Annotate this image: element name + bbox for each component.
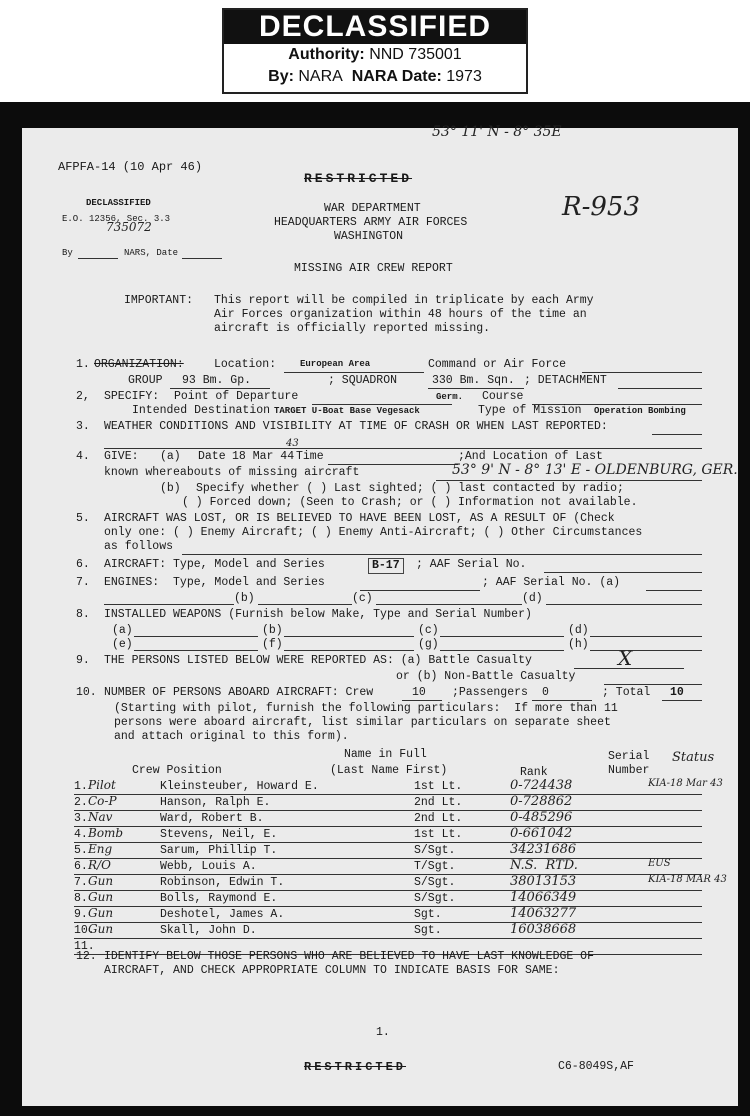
report-title: MISSING AIR CREW REPORT <box>294 262 453 275</box>
s4-date-correction: 43 <box>286 438 299 449</box>
s6-serial: ; AAF Serial No. <box>416 558 527 571</box>
s8-f: (f) <box>262 638 283 651</box>
crew-pos: Gun <box>88 922 114 936</box>
s1-squadron: 330 Bm. Sqn. <box>432 374 515 387</box>
crew-serial: 0-661042 <box>510 826 573 841</box>
crew-rank: Sgt. <box>414 908 442 921</box>
s8-h: (h) <box>568 638 589 651</box>
s8-c: (c) <box>418 624 439 637</box>
crew-name: Ward, Robert B. <box>160 812 264 825</box>
crew-num: 5. <box>74 844 88 857</box>
s1-org: ORGANIZATION: <box>94 358 184 371</box>
s4-location-handwritten: 53° 9' N - 8° 13' E - OLDENBURG, GER. <box>452 462 738 478</box>
s8-g: (g) <box>418 638 439 651</box>
footer-code: C6-8049S,AF <box>558 1060 634 1073</box>
dept-name: WAR DEPARTMENT <box>324 202 421 215</box>
important-line-2: Air Forces organization within 48 hours of the time an <box>214 308 587 321</box>
crew-pos: Co-P <box>88 794 117 808</box>
s4-give: GIVE: <box>104 450 139 463</box>
s6-value: B-17 <box>368 558 404 574</box>
stamp-title: DECLASSIFIED <box>224 10 526 44</box>
crew-serial: 0-485296 <box>510 810 573 825</box>
restricted-header: RESTRICTED <box>304 171 413 186</box>
s2-target: TARGET U-Boat Base Vegesack <box>274 406 420 416</box>
s1-number: 1. <box>76 358 90 371</box>
crew-status: KIA-18 MAR 43 <box>648 874 727 885</box>
small-stamp-by: By <box>62 248 73 258</box>
crew-serial: 34231686 <box>510 842 577 857</box>
s4-a: (a) <box>160 450 181 463</box>
crew-pos: Nav <box>88 810 113 824</box>
handwritten-coordinates: 53° 11' N - 8° 35E <box>432 124 562 140</box>
s4-date-label: Date <box>198 450 226 463</box>
s12-line-1: IDENTIFY BELOW THOSE PERSONS WHO ARE BELIEVED TO HAVE LAST KNOWLEDGE OF <box>104 950 594 963</box>
stamp-authority: Authority: NND 735001 <box>288 46 462 63</box>
s2-point-value: Germ. <box>436 392 464 402</box>
crew-row-line <box>74 906 702 907</box>
s9-or: or (b) Non-Battle Casualty <box>396 670 576 683</box>
s3-text: WEATHER CONDITIONS AND VISIBILITY AT TIME OF CRASH OR WHEN LAST REPORTED: <box>104 420 608 433</box>
crew-rank: T/Sgt. <box>414 860 456 873</box>
s1-detachment: ; DETACHMENT <box>524 374 607 387</box>
page-number: 1. <box>376 1026 390 1039</box>
crew-row-line <box>74 874 702 875</box>
col-serial-header: Serial <box>608 750 650 763</box>
col-status-header: Status <box>672 750 715 765</box>
s10-line-3: and attach original to this form). <box>114 730 349 743</box>
form-id: AFPFA-14 (10 Apr 46) <box>58 160 203 174</box>
s10-text: NUMBER OF PERSONS ABOARD AIRCRAFT: Crew <box>104 686 374 699</box>
crew-row-line <box>74 922 702 923</box>
s10-crew: 10 <box>412 686 426 699</box>
s10-total: 10 <box>670 686 684 699</box>
crew-pos: R/O <box>88 858 111 872</box>
s4-b-text2: ( ) Forced down; (Seen to Crash; or ( ) Information not available. <box>182 496 638 509</box>
crew-serial: 0-728862 <box>510 794 573 809</box>
crew-row-line <box>74 794 702 795</box>
crew-num: 11. <box>74 940 95 953</box>
s7-c: (c) <box>352 592 373 605</box>
col-name-header: Name in Full <box>344 748 427 761</box>
s4-b: (b) <box>160 482 181 495</box>
s1-group-label: GROUP <box>128 374 163 387</box>
s7-number: 7. <box>76 576 90 589</box>
crew-num: 9. <box>74 908 88 921</box>
crew-row-line <box>74 826 702 827</box>
crew-name: Webb, Louis A. <box>160 860 257 873</box>
crew-name: Skall, John D. <box>160 924 257 937</box>
crew-pos: Gun <box>88 890 114 904</box>
s2-type-label: Type of Mission <box>478 404 582 417</box>
s10-line-2: persons were aboard aircraft, list similar particulars on separate sheet <box>114 716 611 729</box>
crew-pos: Eng <box>88 842 113 856</box>
s8-a: (a) <box>112 624 133 637</box>
crew-rank: S/Sgt. <box>414 844 456 857</box>
small-stamp-eo: E.O. 12356, Sec. 3.3 <box>62 214 171 224</box>
s7-text: ENGINES: Type, Model and Series <box>104 576 325 589</box>
crew-rank: 1st Lt. <box>414 780 463 793</box>
crew-serial: 14066349 <box>510 890 577 905</box>
crew-name: Bolls, Raymond E. <box>160 892 278 905</box>
s10-passengers-label: ;Passengers <box>452 686 528 699</box>
crew-serial: 16038668 <box>510 922 577 937</box>
important-line-1: This report will be compiled in triplicate by each Army <box>214 294 594 307</box>
restricted-footer: RESTRICTED <box>304 1060 407 1074</box>
hq-name: HEADQUARTERS ARMY AIR FORCES <box>274 216 468 229</box>
s6-text: AIRCRAFT: Type, Model and Series <box>104 558 325 571</box>
crew-row-line <box>74 890 702 891</box>
crew-name: Robinson, Edwin T. <box>160 876 285 889</box>
s10-number: 10. <box>76 686 97 699</box>
s2-specify: SPECIFY: <box>104 390 160 403</box>
s7-d: (d) <box>522 592 543 605</box>
crew-rank: S/Sgt. <box>414 892 456 905</box>
crew-row-line <box>74 810 702 811</box>
crew-status: EUS <box>648 858 671 869</box>
declassified-stamp <box>222 8 528 94</box>
s8-text: INSTALLED WEAPONS (Furnish below Make, Type and Serial Number) <box>104 608 532 621</box>
s1-location: European Area <box>300 359 371 369</box>
s12-line-2: AIRCRAFT, AND CHECK APPROPRIATE COLUMN TO INDICATE BASIS FOR SAME: <box>104 964 560 977</box>
crew-rank: 2nd Lt. <box>414 796 463 809</box>
s10-line-1: (Starting with pilot, furnish the following particulars: If more than 11 <box>114 702 618 715</box>
s1-command: Command or Air Force <box>428 358 567 371</box>
s4-location-label: ;And Location of Last <box>458 450 603 463</box>
crew-name: Stevens, Neil, E. <box>160 828 278 841</box>
crew-num: 7. <box>74 876 88 889</box>
s2-point: Point of Departure <box>174 390 299 403</box>
crew-row-line <box>74 938 702 939</box>
document-page <box>22 124 738 1106</box>
crew-pos: Pilot <box>88 778 116 792</box>
s1-squadron-label: ; SQUADRON <box>328 374 398 387</box>
crew-serial: 0-724438 <box>510 778 573 793</box>
important-label: IMPORTANT: <box>124 294 194 307</box>
crew-num: 6. <box>74 860 88 873</box>
crew-row-line <box>74 842 702 843</box>
col-rank-header: Rank <box>520 766 548 779</box>
crew-name: Hanson, Ralph E. <box>160 796 271 809</box>
s5-line-1: AIRCRAFT WAS LOST, OR IS BELIEVED TO HAVE BEEN LOST, AS A RESULT OF (Check <box>104 512 615 525</box>
s1-location-label: Location: <box>214 358 277 371</box>
crew-pos: Gun <box>88 906 114 920</box>
stamp-by: By: NARA NARA Date: 1973 <box>268 68 482 85</box>
s1-group: 93 Bm. Gp. <box>182 374 252 387</box>
s4-b-text: Specify whether ( ) Last sighted; ( ) last contacted by radio; <box>196 482 624 495</box>
s7-serial: ; AAF Serial No. (a) <box>482 576 621 589</box>
crew-rank: S/Sgt. <box>414 876 456 889</box>
s8-number: 8. <box>76 608 90 621</box>
s4-known: known whereabouts of missing aircraft <box>104 466 360 479</box>
crew-serial: N.S. RTD. <box>510 858 578 873</box>
s2-number: 2, <box>76 390 90 403</box>
s5-line-3: as follows <box>104 540 174 553</box>
col-serial-header-2: Number <box>608 764 650 777</box>
s3-number: 3. <box>76 420 90 433</box>
crew-rank: Sgt. <box>414 924 442 937</box>
s9-check-mark: X <box>618 646 633 670</box>
small-stamp-nars: NARS, Date <box>124 248 179 258</box>
small-stamp-number: 735072 <box>106 220 152 234</box>
s2-intended: Intended Destination <box>132 404 271 417</box>
s10-passengers: 0 <box>542 686 549 699</box>
s9-text: THE PERSONS LISTED BELOW WERE REPORTED AS: (a) Battle Casualty <box>104 654 532 667</box>
s5-number: 5. <box>76 512 90 525</box>
col-position-header: Crew Position <box>132 764 222 777</box>
s9-number: 9. <box>76 654 90 667</box>
s4-time: Time <box>296 450 324 463</box>
crew-num: 2. <box>74 796 88 809</box>
crew-num: 3. <box>74 812 88 825</box>
crew-name: Sarum, Phillip T. <box>160 844 278 857</box>
col-name-header-2: (Last Name First) <box>330 764 448 777</box>
s2-type: Operation Bombing <box>594 406 686 416</box>
crew-serial: 38013153 <box>510 874 577 889</box>
crew-pos: Bomb <box>88 826 124 840</box>
crew-row-line <box>74 858 702 859</box>
crew-num: 4. <box>74 828 88 841</box>
s6-number: 6. <box>76 558 90 571</box>
s12-number: 12. <box>76 950 97 963</box>
s8-d: (d) <box>568 624 589 637</box>
s4-date: 18 Mar 44 <box>232 450 295 463</box>
crew-status: KIA-18 Mar 43 <box>648 778 723 789</box>
crew-serial: 14063277 <box>510 906 577 921</box>
important-line-3: aircraft is officially reported missing. <box>214 322 491 335</box>
s2-course: Course <box>482 390 524 403</box>
crew-name: Deshotel, James A. <box>160 908 285 921</box>
crew-name: Kleinsteuber, Howard E. <box>160 780 319 793</box>
s8-e: (e) <box>112 638 133 651</box>
handwritten-report-number: R-953 <box>562 192 640 222</box>
crew-num: 10. <box>74 924 95 937</box>
crew-num: 8. <box>74 892 88 905</box>
crew-rank: 2nd Lt. <box>414 812 463 825</box>
s8-b: (b) <box>262 624 283 637</box>
s10-total-label: ; Total <box>602 686 651 699</box>
small-stamp-title: DECLASSIFIED <box>86 198 151 208</box>
s5-line-2: only one: ( ) Enemy Aircraft; ( ) Enemy Anti-Aircraft; ( ) Other Circumstances <box>104 526 643 539</box>
crew-num: 1. <box>74 780 88 793</box>
crew-pos: Gun <box>88 874 114 888</box>
s4-number: 4. <box>76 450 90 463</box>
s7-b: (b) <box>234 592 255 605</box>
city-name: WASHINGTON <box>334 230 404 243</box>
crew-rank: 1st Lt. <box>414 828 463 841</box>
